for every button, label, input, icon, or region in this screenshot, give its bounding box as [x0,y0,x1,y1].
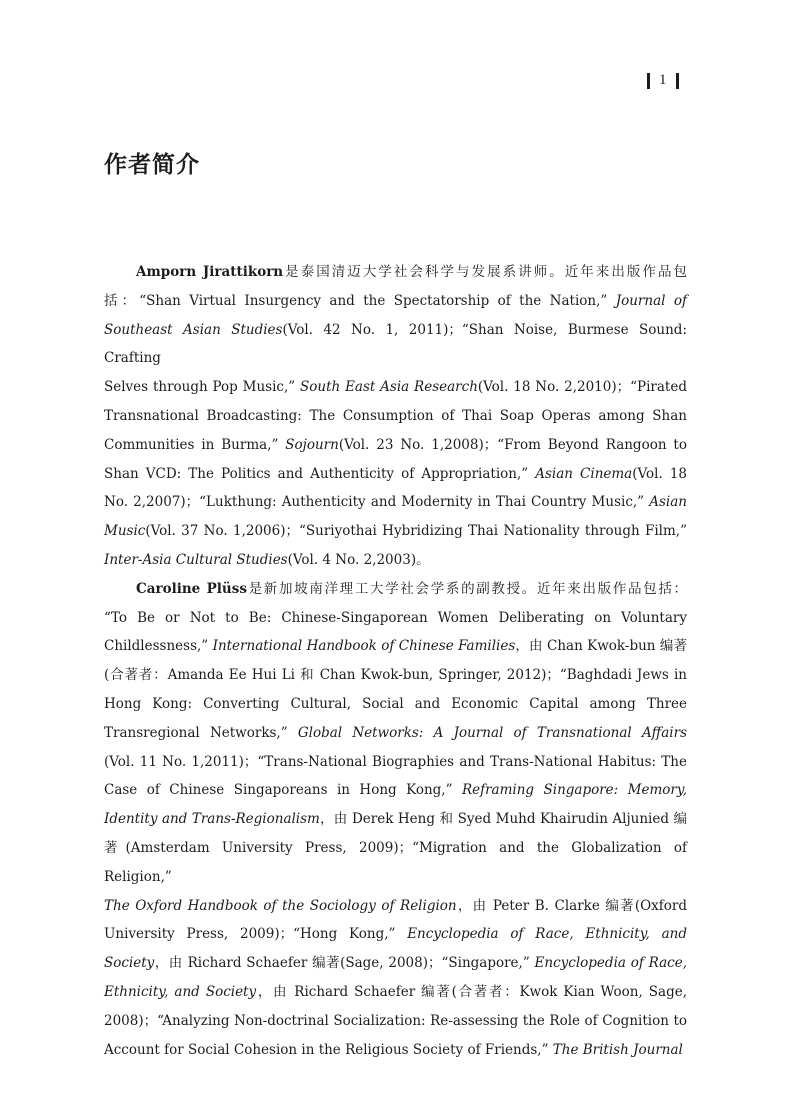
text-line [104,546,687,575]
text-segment: (Vol. 42 No. 1, 2011)；“Shan Noise, Burmese Sound: Crafting [104,321,687,367]
text-segment: Case of Chinese Singaporeans in Hong Kong,” [104,782,462,799]
text-segment: (Vol. 18 No. 2,2010)；“Pirated [477,379,687,396]
text-segment: ，由 Richard Schaefer 编著(合著者：Kwok Kian Woon, Sage, [256,983,687,1000]
author-bio-paragraph [104,575,687,1065]
text-segment: 著(Amsterdam University Press, 2009)；“Migration and the Globalization of Religion,” [104,839,687,885]
publication-title: Encyclopedia of Race, Ethnicity, and [407,926,687,943]
publication-title: Society [104,955,155,972]
publication-title: Asian [649,494,687,511]
text-segment: (Vol. 23 No. 1,2008)；“From Beyond Rangoon to [338,436,687,453]
text-line [104,719,687,748]
text-line [104,1036,687,1065]
publication-title: Ethnicity, and Society [104,983,257,1000]
publication-title: Encyclopedia of Race, [534,955,688,972]
text-line [104,920,687,949]
author-name: Amporn Jirattikorn [136,264,284,280]
text-line [104,632,687,661]
text-segment: ，由 Chan Kwok-bun 编著 [515,638,687,655]
text-line [104,949,687,978]
text-line [104,776,687,805]
text-segment: Childlessness,” [104,638,213,655]
text-line [104,661,687,690]
publication-title: The Oxford Handbook of the Sociology of Religion [104,897,457,914]
text-segment: Account for Social Cohesion in the Religious Society of Friends,” [104,1041,553,1058]
publication-title: Music [104,523,146,540]
text-line [104,373,687,402]
author-name: Caroline Plüss [136,580,247,597]
text-line [104,805,687,834]
text-line [104,575,687,604]
text-segment: Transnational Broadcasting: The Consumption of Thai Soap Operas among Shan [104,407,687,424]
text-segment: ，由 Peter B. Clarke 编著(Oxford [456,897,688,914]
text-segment: 括：“Shan Virtual Insurgency and the Spectatorship of the Nation,” [104,292,616,309]
page-title: 作者简介 [104,152,200,178]
page-number-right-bar [676,73,679,89]
text-segment: (Vol. 37 No. 1,2006)；“Suriyothai Hybridizing Thai Nationality through Film,” [145,523,687,540]
text-segment: No. 2,2007)；“Lukthung: Authenticity and Modernity in Thai Country Music,” [104,494,650,511]
publication-title: Southeast Asian Studies [104,321,283,338]
text-segment: Transregional Networks,” [104,724,298,741]
publication-title: South East Asia Research [300,379,478,396]
text-segment: ，由 Derek Heng 和 Syed Muhd Khairudin Aljunied 编 [319,811,687,828]
text-segment: 是泰国清迈大学社会科学与发展系讲师。近年来出版作品包 [283,264,688,280]
text-segment: 是新加坡南洋理工大学社会学系的副教授。近年来出版作品包括： [246,580,688,597]
text-segment: Hong Kong: Converting Cultural, Social and Economic Capital among Three [104,695,687,712]
text-segment: 2008)；“Analyzing Non-doctrinal Socialization: Re-assessing the Role of Cognition to [104,1012,687,1029]
publication-title: Asian Cinema [535,465,633,482]
publication-title: The British Journal [552,1041,683,1058]
text-line [104,517,687,546]
page-number-left-bar [647,73,650,89]
text-segment: “To Be or Not to Be: Chinese-Singaporean Women Deliberating on Voluntary [104,609,687,626]
text-line [104,690,687,719]
publication-title: Sojourn [285,436,339,453]
text-line [104,287,687,316]
text-segment: (Vol. 11 No. 1,2011)；“Trans-National Biographies and Trans-National Habitus: The [104,753,687,770]
publication-title: Reframing Singapore: Memory, [461,782,687,799]
text-line [104,604,687,633]
text-line [104,402,687,431]
author-bio-paragraph [104,258,687,575]
text-line [104,316,687,374]
text-segment: ，由 Richard Schaefer 编著(Sage, 2008)；“Singapore,” [154,955,535,972]
text-segment: Communities in Burma,” [104,436,286,453]
publication-title: Global Networks: A Journal of Transnational Affairs [297,724,687,741]
text-segment: (Vol. 18 [632,465,688,482]
text-line [104,488,687,517]
text-line [104,748,687,777]
page-number-text: 1 [659,72,667,88]
text-segment: (Vol. 4 No. 2,2003)。 [287,551,430,568]
text-line [104,431,687,460]
text-line [104,258,687,287]
publication-title: Journal of [615,292,687,309]
page-number [647,72,679,89]
text-segment: (合著者：Amanda Ee Hui Li 和 Chan Kwok-bun, Springer, 2012)；“Baghdadi Jews in [104,667,687,684]
author-bios [104,258,687,1064]
text-line [104,892,687,921]
publication-title: International Handbook of Chinese Families [212,638,516,655]
publication-title: Identity and Trans-Regionalism [104,811,320,828]
text-segment: Selves through Pop Music,” [104,379,301,396]
text-line [104,1007,687,1036]
text-segment: University Press, 2009)；“Hong Kong,” [104,926,408,943]
text-line [104,460,687,489]
text-line [104,834,687,892]
text-segment: Shan VCD: The Politics and Authenticity of Appropriation,” [104,465,536,482]
publication-title: Inter-Asia Cultural Studies [104,551,288,568]
text-line [104,978,687,1007]
